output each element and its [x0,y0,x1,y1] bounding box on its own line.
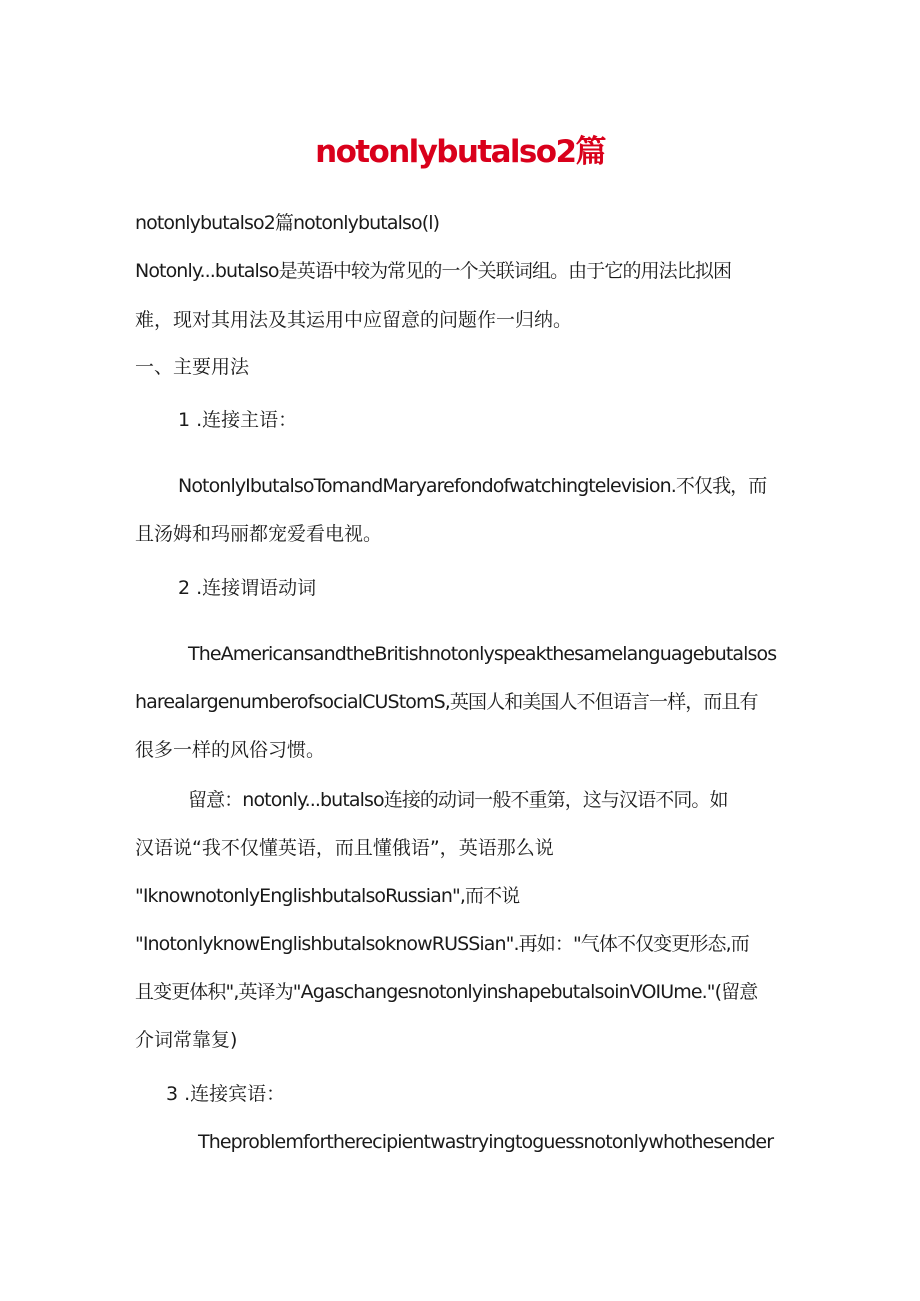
paragraph-line: 留意：notonly...butalso连接的动词一般不重第，这与汉语不同。如 [188,789,728,811]
paragraph-line: 且变更体积",英译为"AgaschangesnotonlyinshapebutalsoinVOIUme."(留意 [135,981,758,1003]
document-title: notonlybutalso2篇 [315,134,605,170]
paragraph-line: harealargenumberofsocialCUStomS,英国人和美国人不但语言一样，而且有 [135,691,758,713]
paragraph-line: NotonlyIbutalsoTomandMaryarefondofwatchingtelevision.不仅我，而 [178,475,767,497]
paragraph-line: 且汤姆和玛丽都宠爱看电视。 [135,523,383,545]
paragraph-line: 介词常靠复) [135,1029,238,1051]
paragraph-line: Notonly...butalso是英语中较为常见的一个关联词组。由于它的用法比拟困 [135,260,732,282]
paragraph-line: 很多一样的风俗习惯。 [135,739,326,761]
item-heading: 1 .连接主语： [178,409,298,431]
paragraph-line: 汉语说“我不仅懂英语，而且懂俄语”，英语那么说 [135,837,554,859]
paragraph-line: Theproblemfortherecipientwastryingtoguessnotonlywhothesender [198,1131,774,1153]
subtitle-line: notonlybutalso2篇notonlybutalso(l) [135,212,440,234]
section-heading: 一、主要用法 [135,356,250,378]
paragraph-line: TheAmericansandtheBritishnotonlyspeakthesamelanguagebutalsos [188,643,777,665]
item-heading: 2 .连接谓语动词 [178,577,317,599]
paragraph-line: "IknownotonlyEnglishbutalsoRussian",而不说 [135,885,520,907]
paragraph-line: 难，现对其用法及其运用中应留意的问题作一归纳。 [135,309,573,331]
paragraph-line: "InotonlyknowEnglishbutalsoknowRUSSian".再如："气体不仅变更形态,而 [135,933,749,955]
item-heading: 3 .连接宾语： [166,1083,286,1105]
